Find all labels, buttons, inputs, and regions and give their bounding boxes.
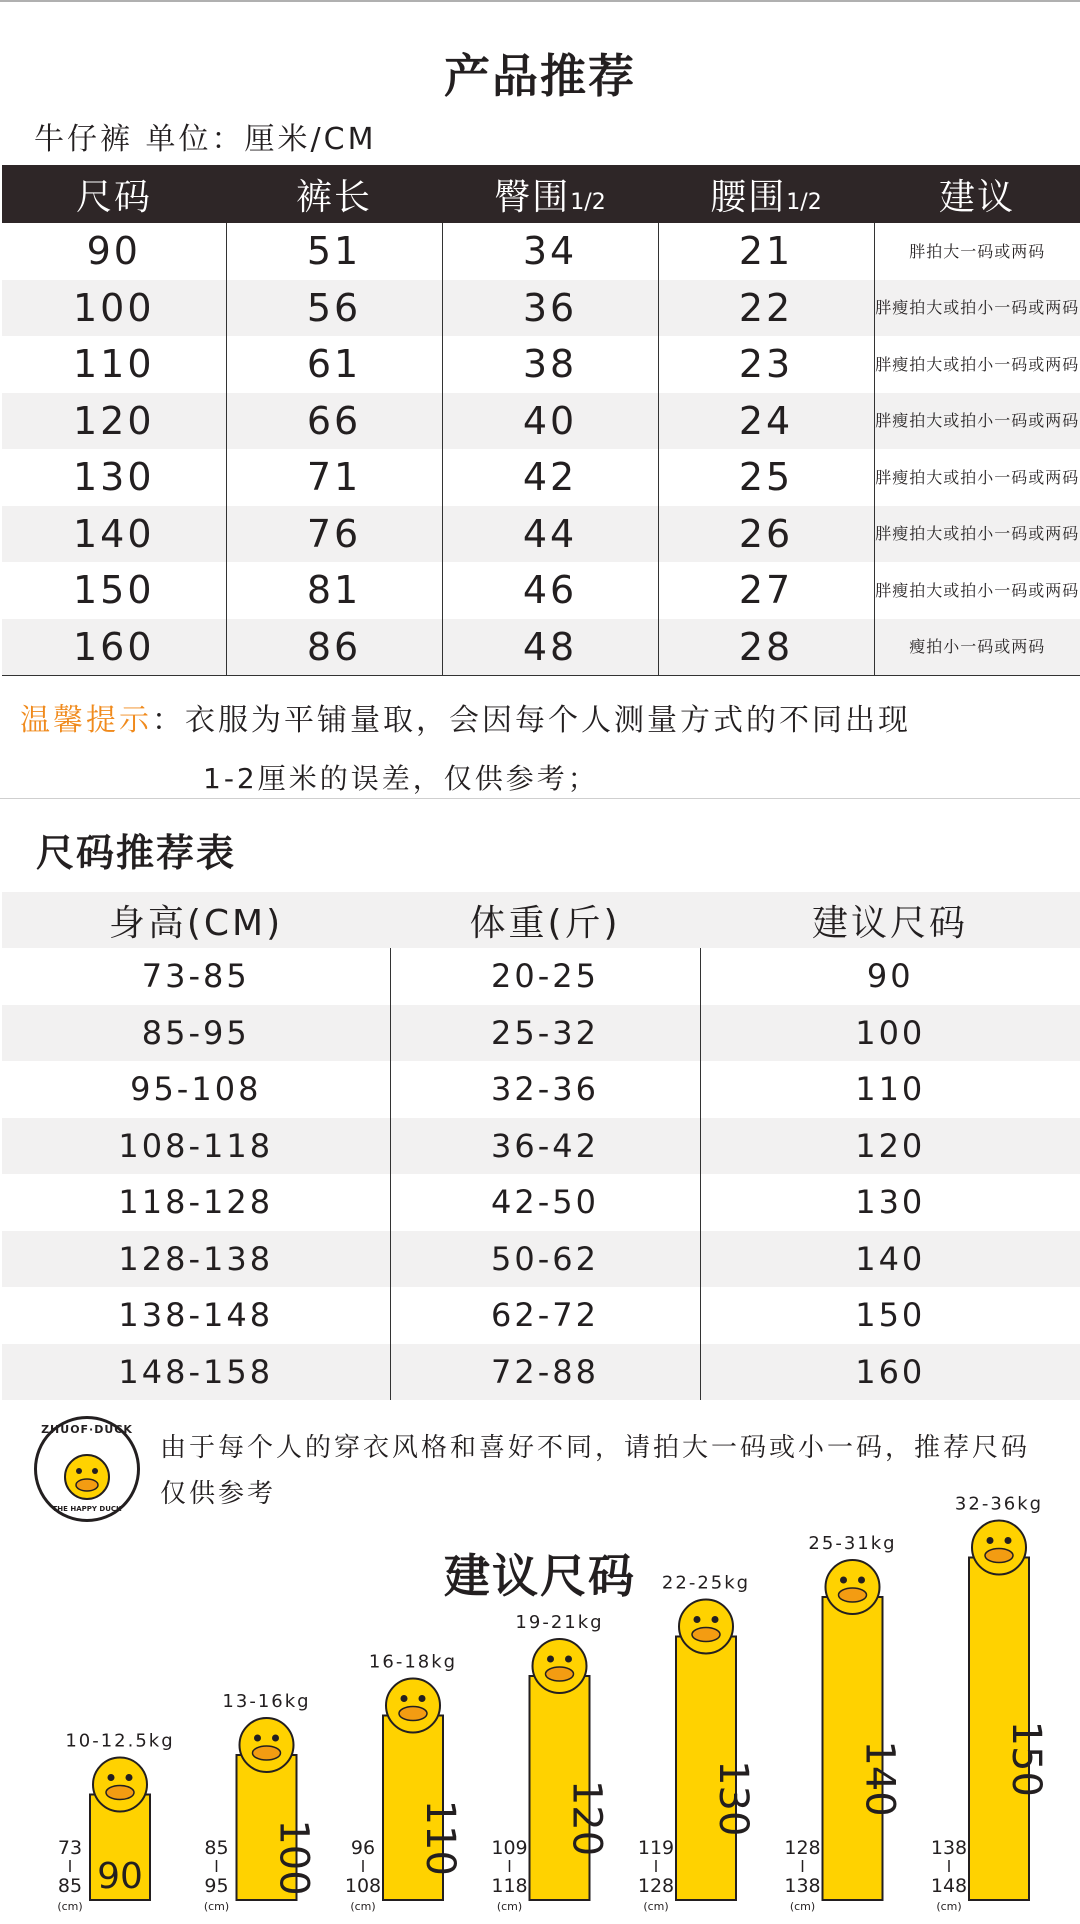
cell-weight: 42-50 — [390, 1174, 700, 1231]
cell-size: 100 — [2, 280, 226, 337]
bar-label: 100 — [270, 1819, 317, 1896]
bar-label: 120 — [563, 1779, 610, 1857]
table-row — [2, 948, 1080, 1005]
unit-label: (cm) — [643, 1900, 669, 1913]
chart-title: 建议尺码 — [444, 1549, 636, 1603]
height-low-label: 85 — [204, 1837, 229, 1859]
header-weight: 体重(斤) — [390, 892, 700, 948]
table-row — [2, 1174, 1080, 1231]
cell-weight: 32-36 — [390, 1061, 700, 1118]
cell-height: 128-138 — [2, 1231, 390, 1288]
header-hip: 臀围1/2 — [442, 165, 658, 223]
table-row — [2, 506, 1080, 563]
cell-size: 110 — [700, 1061, 1080, 1118]
cell-advice: 胖瘦拍大或拍小一码或两码 — [874, 506, 1080, 563]
duck-beak-icon — [546, 1667, 574, 1681]
height-high-label: 128 — [637, 1875, 675, 1897]
duck-eye-icon — [694, 1616, 701, 1623]
unit-label: (cm) — [496, 1900, 523, 1913]
cell-size: 90 — [700, 948, 1080, 1005]
bar-label: 110 — [417, 1799, 463, 1876]
height-high-label: 118 — [491, 1875, 528, 1897]
cell-weight: 62-72 — [390, 1287, 700, 1344]
header-waist: 腰围1/2 — [658, 165, 874, 223]
cell-waist: 22 — [658, 280, 874, 337]
cell-hip: 34 — [442, 223, 658, 280]
cell-size: 90 — [86, 229, 141, 274]
height-high-label: 108 — [344, 1875, 382, 1897]
cell-size: 110 — [72, 342, 155, 387]
cell-size: 160 — [700, 1344, 1080, 1401]
weight-label: 22-25kg — [661, 1572, 751, 1594]
duck-eye-icon — [858, 1577, 865, 1584]
height-high-label: 138 — [784, 1875, 821, 1897]
cell-size: 120 — [700, 1118, 1080, 1175]
height-low-label: 138 — [930, 1837, 968, 1859]
cell-size: 100 — [700, 1005, 1080, 1062]
chart-svg — [0, 1493, 1080, 1920]
cell-length: 76 — [226, 506, 442, 563]
cell-advice: 胖瘦拍大或拍小一码或两码 — [874, 280, 1080, 337]
cell-length: 81 — [226, 562, 442, 619]
header-rec-size: 建议尺码 — [700, 892, 1080, 948]
cell-size: 130 — [72, 455, 155, 500]
cell-advice: 胖瘦拍大或拍小一码或两码 — [874, 336, 1080, 393]
duck-icon — [679, 1600, 733, 1654]
table-row — [2, 1061, 1080, 1118]
duck-beak-icon — [839, 1588, 867, 1602]
cell-length: 66 — [226, 393, 442, 450]
duck-icon — [972, 1521, 1026, 1575]
cell-size: 140 — [700, 1231, 1080, 1288]
cell-length: 56 — [226, 280, 442, 337]
cell-waist: 24 — [658, 393, 874, 450]
table-row — [2, 1005, 1080, 1062]
height-low-label: 128 — [784, 1837, 821, 1859]
duck-icon — [533, 1639, 587, 1693]
cell-hip: 36 — [442, 280, 658, 337]
weight-label: 16-18kg — [368, 1651, 458, 1673]
cell-size: 120 — [2, 393, 226, 450]
cell-size: 150 — [700, 1287, 1080, 1344]
duck-eye-icon — [547, 1656, 554, 1663]
cell-waist: 23 — [658, 336, 874, 393]
section-divider — [0, 798, 1080, 799]
duck-beak-icon — [106, 1786, 134, 1800]
table-row — [2, 1344, 1080, 1401]
table-row — [2, 1231, 1080, 1288]
duck-eye-icon — [126, 1774, 133, 1781]
recommend-title: 尺码推荐表 — [36, 831, 237, 875]
cell-hip: 42 — [442, 449, 658, 506]
weight-label: 13-16kg — [222, 1691, 311, 1712]
table-row — [2, 562, 1080, 619]
duck-eye-icon — [840, 1577, 847, 1584]
duck-eye-icon — [272, 1735, 279, 1742]
cell-weight: 50-62 — [390, 1231, 700, 1288]
size-table — [2, 165, 1080, 676]
cell-height: 138-148 — [118, 1296, 274, 1335]
bar-label: 130 — [710, 1760, 756, 1837]
size-note: 由于每个人的穿衣风格和喜好不同，请拍大一码或小一码，推荐尺码仅供参考 — [160, 1433, 1031, 1509]
duck-eye-icon — [1005, 1537, 1012, 1544]
height-high-label: 85 — [57, 1875, 83, 1897]
height-high-label: 148 — [930, 1875, 968, 1897]
top-border — [0, 0, 1080, 2]
cell-length: 71 — [226, 449, 442, 506]
unit-label: (cm) — [350, 1900, 376, 1913]
cell-height: 85-95 — [2, 1005, 390, 1062]
duck-beak-icon — [985, 1549, 1013, 1563]
unit-label: (cm) — [57, 1900, 83, 1913]
cell-hip: 38 — [442, 336, 658, 393]
cell-size: 160 — [2, 619, 226, 676]
table-row — [2, 449, 1080, 506]
cell-height: 73-85 — [141, 957, 250, 996]
cell-length: 86 — [226, 619, 442, 676]
size-table-header — [2, 165, 1080, 223]
cell-waist: 27 — [658, 562, 874, 619]
brand-logo: ZHUOF·DUCK THE HAPPY DUCK — [34, 1416, 140, 1522]
weight-label: 25-31kg — [808, 1533, 897, 1554]
cell-length: 51 — [226, 223, 442, 280]
cell-weight: 36-42 — [390, 1118, 700, 1175]
cell-height: 148-158 — [2, 1344, 390, 1401]
duck-eye-icon — [254, 1735, 261, 1742]
tip-line-1: 温馨提示：衣服为平铺量取，会因每个人测量方式的不同出现 — [20, 703, 911, 738]
header-advice: 建议 — [874, 165, 1080, 223]
recommend-table — [2, 892, 1080, 1400]
duck-eye-icon — [108, 1774, 115, 1781]
table-row — [2, 619, 1080, 676]
cell-waist: 28 — [658, 619, 874, 676]
cell-advice: 胖瘦拍大或拍小一码或两码 — [874, 562, 1080, 619]
cell-waist: 21 — [658, 223, 874, 280]
table-row — [2, 223, 1080, 280]
duck-eye-icon — [712, 1616, 719, 1623]
cell-height: 95-108 — [130, 1070, 262, 1109]
height-low-label: 119 — [637, 1837, 675, 1859]
bar-label: 140 — [856, 1740, 903, 1817]
cell-height: 108-118 — [2, 1118, 390, 1175]
cell-advice: 瘦拍小一码或两码 — [874, 619, 1080, 676]
table-row — [2, 1118, 1080, 1175]
cell-advice: 胖瘦拍大或拍小一码或两码 — [874, 393, 1080, 450]
cell-hip: 46 — [442, 562, 658, 619]
duck-icon — [240, 1718, 294, 1772]
bar-label: 150 — [1003, 1720, 1049, 1797]
table-row — [2, 280, 1080, 337]
header-length: 裤长 — [226, 165, 442, 223]
cell-hip: 48 — [442, 619, 658, 676]
duck-eye-icon — [401, 1695, 408, 1702]
duck-beak-icon — [692, 1628, 720, 1642]
weight-label: 19-21kg — [515, 1612, 604, 1633]
cell-size: 150 — [72, 568, 155, 613]
unit-label: (cm) — [203, 1900, 230, 1913]
header-size: 尺码 — [2, 165, 226, 223]
weight-label: 32-36kg — [954, 1493, 1044, 1515]
cell-hip: 44 — [442, 506, 658, 563]
size-height-chart — [0, 1493, 1080, 1920]
cell-weight: 25-32 — [390, 1005, 700, 1062]
header-height: 身高(CM) — [2, 892, 390, 948]
table-row — [2, 1287, 1080, 1344]
height-low-label: 73 — [57, 1837, 83, 1859]
duck-icon — [826, 1560, 880, 1614]
duck-icon — [93, 1758, 147, 1812]
height-high-label: 95 — [204, 1875, 229, 1897]
duck-eye-icon — [987, 1537, 994, 1544]
cell-length: 61 — [226, 336, 442, 393]
page-title: 产品推荐 — [444, 49, 636, 103]
height-low-label: 109 — [491, 1837, 528, 1859]
tip-label: 温馨提示 — [20, 703, 152, 738]
height-low-label: 96 — [350, 1837, 376, 1859]
table-row — [2, 336, 1080, 393]
cell-hip: 40 — [442, 393, 658, 450]
cell-weight: 72-88 — [390, 1344, 700, 1401]
table-row — [2, 393, 1080, 450]
tip-line-2: 1-2厘米的误差，仅供参考； — [203, 762, 599, 795]
cell-size: 140 — [2, 506, 226, 563]
product-unit-label: 牛仔裤 单位：厘米/CM — [34, 122, 377, 157]
bar-label: 90 — [97, 1856, 143, 1897]
cell-weight: 20-25 — [390, 948, 700, 1005]
cell-size: 130 — [700, 1174, 1080, 1231]
cell-advice: 胖瘦拍大或拍小一码或两码 — [874, 449, 1080, 506]
duck-beak-icon — [253, 1746, 281, 1760]
cell-advice: 胖拍大一码或两码 — [874, 223, 1080, 280]
unit-label: (cm) — [789, 1900, 816, 1913]
duck-eye-icon — [565, 1656, 572, 1663]
duck-icon — [37, 1419, 137, 1519]
cell-height: 118-128 — [118, 1183, 274, 1222]
recommend-table-header — [2, 892, 1080, 948]
duck-beak-icon — [399, 1707, 427, 1721]
duck-eye-icon — [419, 1695, 426, 1702]
cell-waist: 25 — [658, 449, 874, 506]
unit-label: (cm) — [936, 1900, 962, 1913]
cell-waist: 26 — [658, 506, 874, 563]
duck-icon — [386, 1679, 440, 1733]
weight-label: 10-12.5kg — [65, 1730, 175, 1752]
